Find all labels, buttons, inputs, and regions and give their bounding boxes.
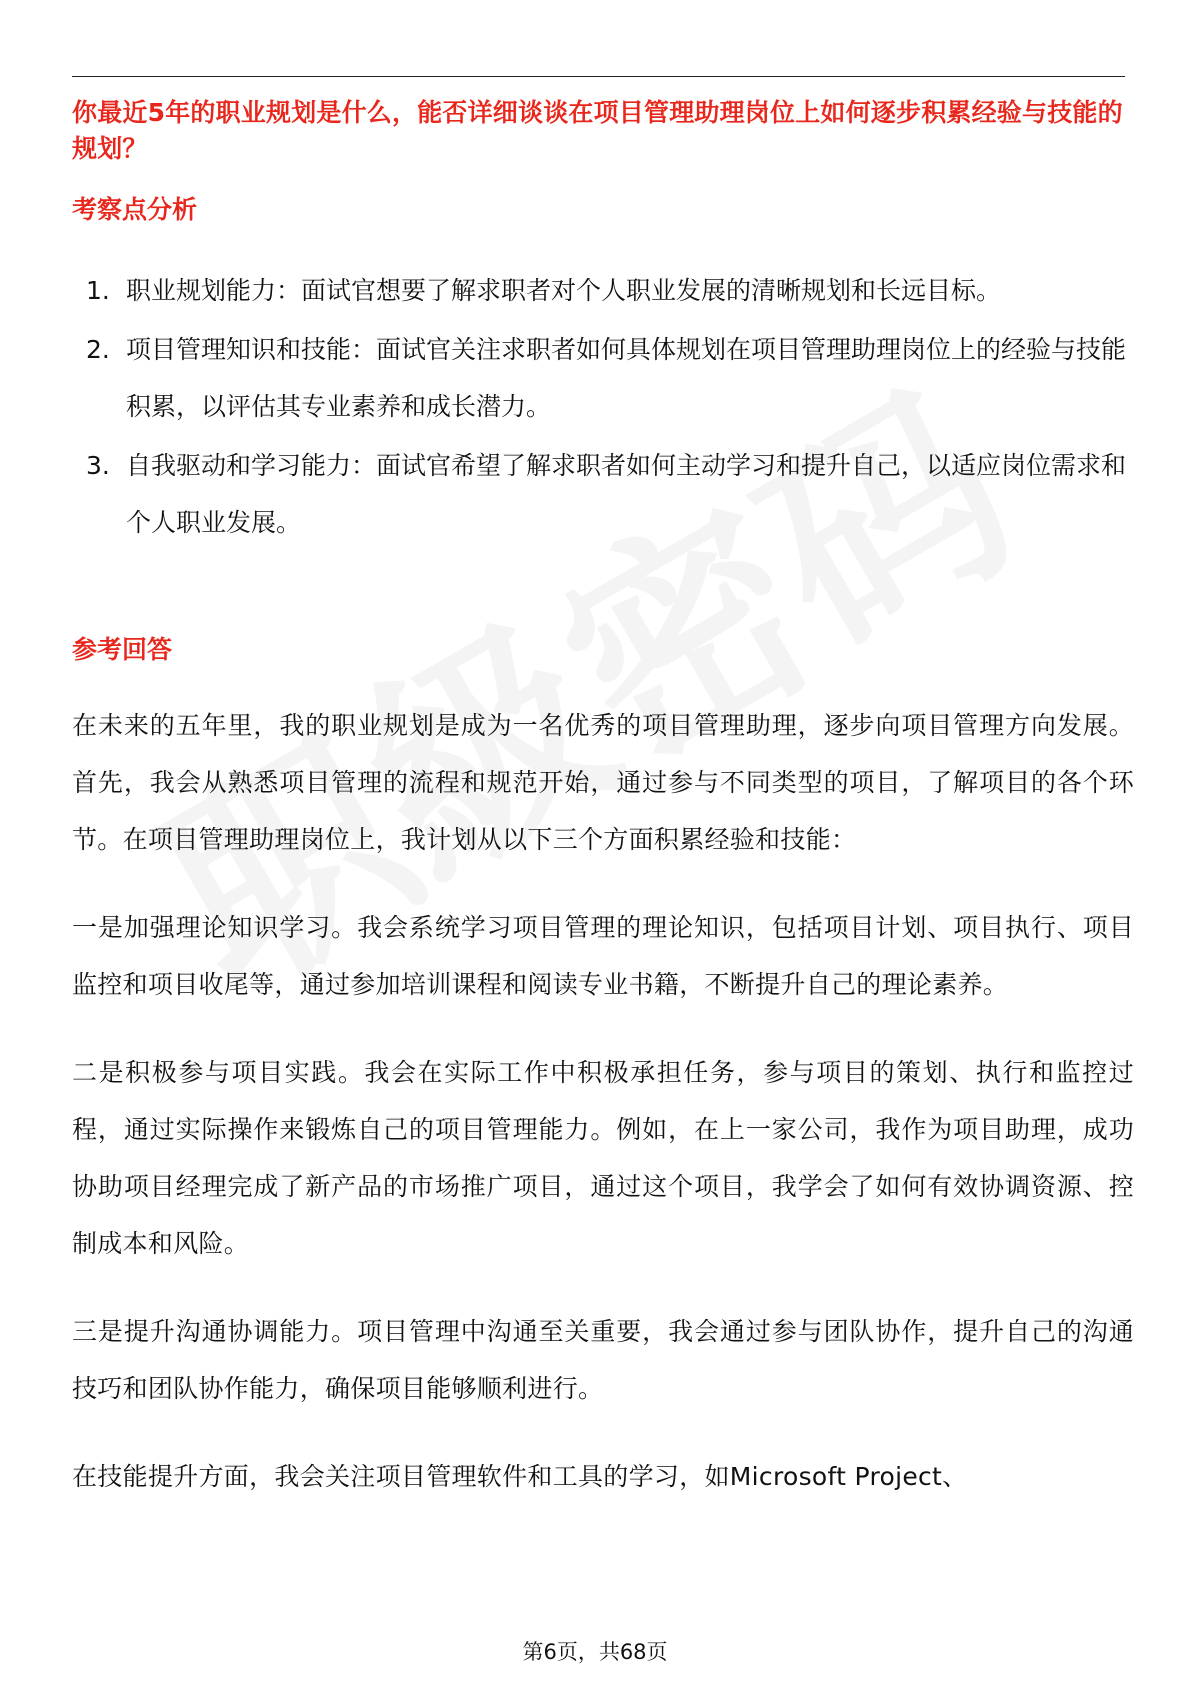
header-divider <box>72 76 1125 77</box>
answer-paragraph: 二是积极参与项目实践。我会在实际工作中积极承担任务，参与项目的策划、执行和监控过程，通过实际操作来锻炼自己的项目管理能力。例如，在上一家公司，我作为项目助理，成功协助项目经理完成了新产品的市场推广项目，通过这个项目，我学会了如何有效协调资源、控制成本和风险。 <box>72 1058 1134 1258</box>
question-title: 你最近5年的职业规划是什么，能否详细谈谈在项目管理助理岗位上如何逐步积累经验与技能的规划？ <box>72 98 1123 163</box>
analysis-point <box>72 262 1132 319</box>
analysis-points-list <box>72 262 1132 553</box>
answer-paragraph: 三是提升沟通协调能力。项目管理中沟通至关重要，我会通过参与团队协作，提升自己的沟通技巧和团队协作能力，确保项目能够顺利进行。 <box>72 1317 1134 1403</box>
answer-paragraph: 一是加强理论知识学习。我会系统学习项目管理的理论知识，包括项目计划、项目执行、项目监控和项目收尾等，通过参加培训课程和阅读专业书籍，不断提升自己的理论素养。 <box>72 913 1134 999</box>
point-text: 自我驱动和学习能力：面试官希望了解求职者如何主动学习和提升自己，以适应岗位需求和个人职业发展。 <box>126 451 1127 537</box>
analysis-point <box>72 321 1132 435</box>
answer-paragraph: 在技能提升方面，我会关注项目管理软件和工具的学习，如Microsoft Project、 <box>72 1462 968 1491</box>
point-number: 2. <box>86 335 110 364</box>
analysis-point <box>72 437 1132 551</box>
point-number: 1. <box>86 276 110 305</box>
analysis-heading: 考察点分析 <box>72 195 198 224</box>
answer-body <box>72 697 1134 1536</box>
answer-heading: 参考回答 <box>72 635 173 664</box>
point-text: 职业规划能力：面试官想要了解求职者对个人职业发展的清晰规划和长远目标。 <box>126 276 1002 305</box>
point-number: 3. <box>86 451 110 480</box>
page-number-footer: 第6页，共68页 <box>522 1640 668 1664</box>
answer-paragraph: 在未来的五年里，我的职业规划是成为一名优秀的项目管理助理，逐步向项目管理方向发展。首先，我会从熟悉项目管理的流程和规范开始，通过参与不同类型的项目，了解项目的各个环节。在项目管理助理岗位上，我计划从以下三个方面积累经验和技能： <box>72 711 1134 854</box>
point-text: 项目管理知识和技能：面试官关注求职者如何具体规划在项目管理助理岗位上的经验与技能积累，以评估其专业素养和成长潜力。 <box>126 335 1127 421</box>
